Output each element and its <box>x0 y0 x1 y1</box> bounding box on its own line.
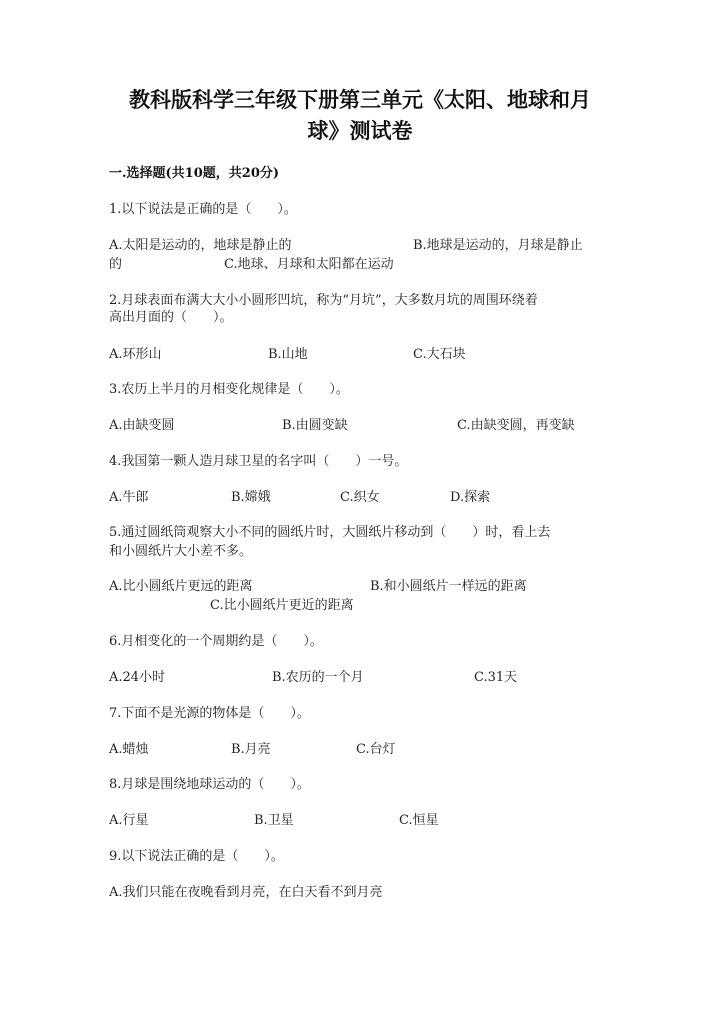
question-2-option-a: A.环形山 <box>109 347 162 362</box>
question-3-option-b: B.由圆变缺 <box>282 418 348 433</box>
question-6-stem: 6.月相变化的一个周期约是（ ）。 <box>109 634 323 649</box>
question-1-stem: 1.以下说法是正确的是（ ）。 <box>109 202 297 217</box>
question-1-option-a: A.太阳是运动的，地球是静止的 <box>109 238 292 253</box>
question-3-stem: 3.农历上半月的月相变化规律是（ ）。 <box>109 382 349 397</box>
question-5-option-a: A.比小圆纸片更远的距离 <box>109 579 253 594</box>
question-2-stem-line-2: 高出月面的（ ）。 <box>109 310 233 325</box>
question-9-option-a: A.我们只能在夜晚看到月亮，在白天看不到月亮 <box>109 885 383 900</box>
question-6-option-c: C.31天 <box>474 670 518 685</box>
question-2-option-c: C.大石块 <box>413 347 466 362</box>
question-8-option-b: B.卫星 <box>254 813 294 828</box>
question-7-stem: 7.下面不是光源的物体是（ ）。 <box>109 706 310 721</box>
question-8-option-c: C.恒星 <box>399 813 439 828</box>
question-5-option-b: B.和小圆纸片一样远的距离 <box>370 579 527 594</box>
page-title <box>100 84 620 146</box>
question-4-option-d: D.探索 <box>450 490 491 505</box>
question-5-stem-line-1: 5.通过圆纸筒观察大小不同的圆纸片时，大圆纸片移动到（ ）时，看上去 <box>109 525 551 540</box>
question-1-option-b-wrap: 的 <box>109 257 123 272</box>
question-6-option-a: A.24小时 <box>109 670 166 685</box>
question-1-option-c: C.地球、月球和太阳都在运动 <box>224 257 394 272</box>
question-4-stem: 4.我国第一颗人造月球卫星的名字叫（ ）一号。 <box>109 454 408 469</box>
question-3-option-a: A.由缺变圆 <box>109 418 175 433</box>
question-4-option-b: B.嫦娥 <box>231 490 271 505</box>
question-4-option-a: A.牛郎 <box>109 490 149 505</box>
question-4-option-c: C.织女 <box>340 490 380 505</box>
title-line-2: 球》测试卷 <box>307 118 413 143</box>
question-8-stem: 8.月球是围绕地球运动的（ ）。 <box>109 777 310 792</box>
question-1-option-b: B.地球是运动的，月球是静止 <box>413 238 583 253</box>
title-line-1: 教科版科学三年级下册第三单元《太阳、地球和月 <box>129 87 591 112</box>
question-2-option-b: B.山地 <box>268 347 308 362</box>
section-heading: 一.选择题(共10题，共20分) <box>109 166 280 181</box>
question-7-option-b: B.月亮 <box>231 742 271 757</box>
question-9-stem: 9.以下说法正确的是（ ）。 <box>109 849 284 864</box>
question-5-option-c: C.比小圆纸片更近的距离 <box>210 598 354 613</box>
question-6-option-b: B.农历的一个月 <box>272 670 364 685</box>
question-7-option-c: C.台灯 <box>356 742 396 757</box>
question-7-option-a: A.蜡烛 <box>109 742 149 757</box>
question-2-stem-line-1: 2.月球表面布满大大小小圆形凹坑，称为“月坑”，大多数月坑的周围环绕着 <box>109 293 538 308</box>
question-5-stem-line-2: 和小圆纸片大小差不多。 <box>109 544 253 559</box>
question-3-option-c: C.由缺变圆，再变缺 <box>457 418 575 433</box>
question-8-option-a: A.行星 <box>109 813 149 828</box>
